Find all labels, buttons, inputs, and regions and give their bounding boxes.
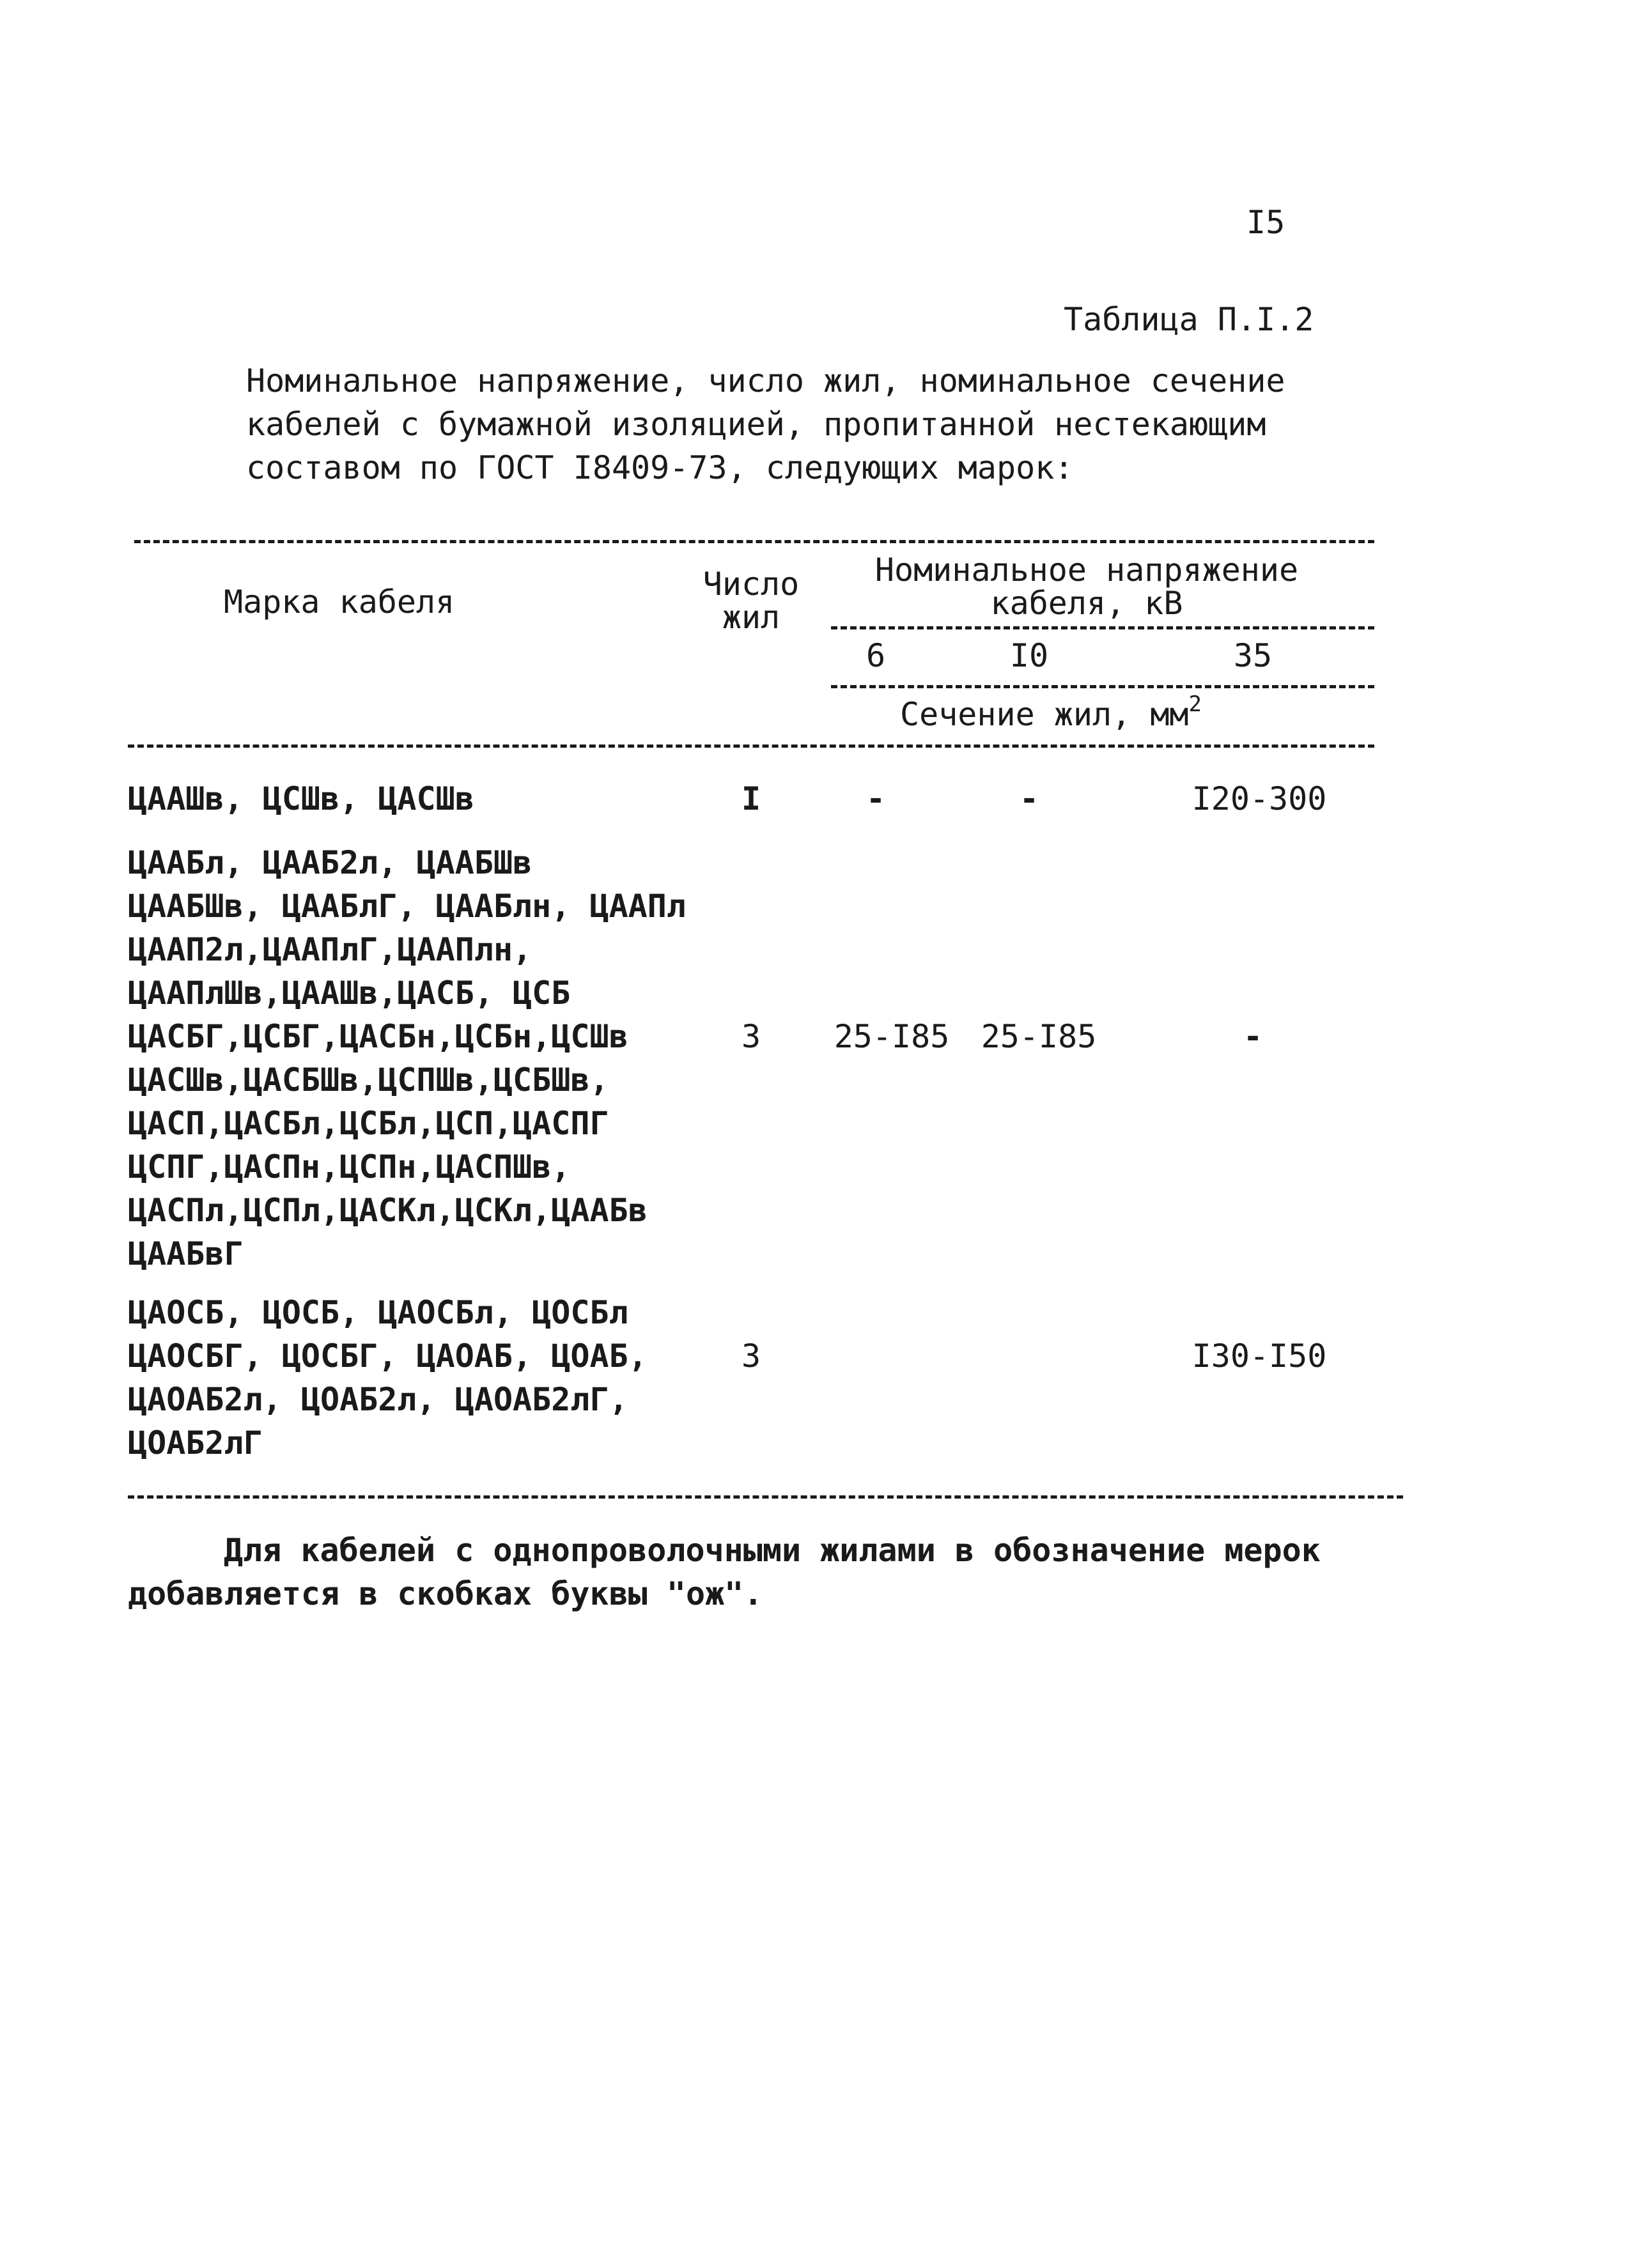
- row-mark-line: ЦААШв, ЦСШв, ЦАСШв: [128, 780, 474, 817]
- table-bottom-rule: [128, 1495, 1403, 1499]
- row-v10: -: [1019, 780, 1039, 817]
- row-v6: -: [865, 780, 886, 817]
- row-mark-line: ЦААПлШв,ЦААШв,ЦАСБ, ЦСБ: [128, 975, 571, 1012]
- header-voltage-line2: кабеля, кВ: [990, 585, 1183, 622]
- table-caption: [246, 359, 1285, 490]
- row-v10: 25-I85: [981, 1018, 1097, 1055]
- footnote-line: добавляется в скобках буквы "ож".: [128, 1575, 763, 1612]
- table-row: [128, 1291, 648, 1465]
- row-mark-line: ЦАСП,ЦАСБл,ЦСБл,ЦСП,ЦАСПГ: [128, 1105, 609, 1142]
- row-mark-line: ЦАСШв,ЦАСБШв,ЦСПШв,ЦСБШв,: [128, 1061, 609, 1099]
- header-v35: 35: [1233, 637, 1273, 674]
- header-v6: 6: [865, 637, 886, 674]
- header-voltage-line1: Номинальное напряжение: [874, 552, 1299, 589]
- header-section-sup: 2: [1188, 691, 1202, 717]
- row-mark-line: ЦАСПл,ЦСПл,ЦАСКл,ЦСКл,ЦААБв: [128, 1192, 648, 1229]
- table-top-rule: [134, 540, 1374, 543]
- header-v10: I0: [1009, 637, 1049, 674]
- header-cores-line1: Число: [702, 566, 800, 603]
- header-section-label: Сечение жил, мм: [900, 696, 1189, 733]
- row-v35: -: [1243, 1018, 1263, 1055]
- caption-line: составом по ГОСТ I8409-73, следующих марок:: [246, 449, 1074, 486]
- row-mark-line: ЦСПГ,ЦАСПн,ЦСПн,ЦАСПШв,: [128, 1148, 571, 1185]
- row-mark-line: ЦААБвГ: [128, 1235, 244, 1272]
- page-number: I5: [1246, 204, 1285, 241]
- header-bottom-rule: [128, 744, 1374, 748]
- table-row: [128, 777, 474, 821]
- header-cores-line2: жил: [722, 599, 780, 636]
- row-mark-line: ЦАОСБ, ЦОСБ, ЦАОСБл, ЦОСБл: [128, 1294, 628, 1331]
- row-mark-line: ЦАОСБГ, ЦОСБГ, ЦАОАБ, ЦОАБ,: [128, 1338, 648, 1375]
- row-mark-line: ЦААБл, ЦААБ2л, ЦААБШв: [128, 844, 532, 881]
- row-cores: 3: [741, 1338, 761, 1375]
- row-v35: I30-I50: [1191, 1338, 1327, 1375]
- row-mark-line: ЦАСБГ,ЦСБГ,ЦАСБн,ЦСБн,ЦСШв: [128, 1018, 628, 1055]
- row-cores: I: [741, 780, 761, 817]
- footnote: [128, 1529, 1321, 1616]
- row-mark-line: ЦААБШв, ЦААБлГ, ЦААБлн, ЦААПл: [128, 888, 686, 925]
- caption-line: кабелей с бумажной изоляцией, пропитанной нестекающим: [246, 406, 1266, 443]
- header-columns-rule: [831, 685, 1374, 688]
- row-mark-line: ЦААП2л,ЦААПлГ,ЦААПлн,: [128, 931, 532, 968]
- row-v6: 25-I85: [834, 1018, 950, 1055]
- row-cores: 3: [741, 1018, 761, 1055]
- row-v35: I20-300: [1191, 780, 1327, 817]
- caption-line: Номинальное напряжение, число жил, номинальное сечение: [246, 362, 1285, 399]
- row-mark-line: ЦОАБ2лГ: [128, 1424, 263, 1462]
- header-mark: Марка кабеля: [224, 583, 455, 621]
- header-section: [900, 693, 1202, 740]
- table-row: [128, 841, 686, 1276]
- table-label: Таблица П.I.2: [1064, 301, 1314, 338]
- footnote-line: Для кабелей с однопроволочными жилами в обозначение мерок: [224, 1532, 1321, 1569]
- header-voltage-rule: [831, 626, 1374, 629]
- row-mark-line: ЦАОАБ2л, ЦОАБ2л, ЦАОАБ2лГ,: [128, 1381, 628, 1418]
